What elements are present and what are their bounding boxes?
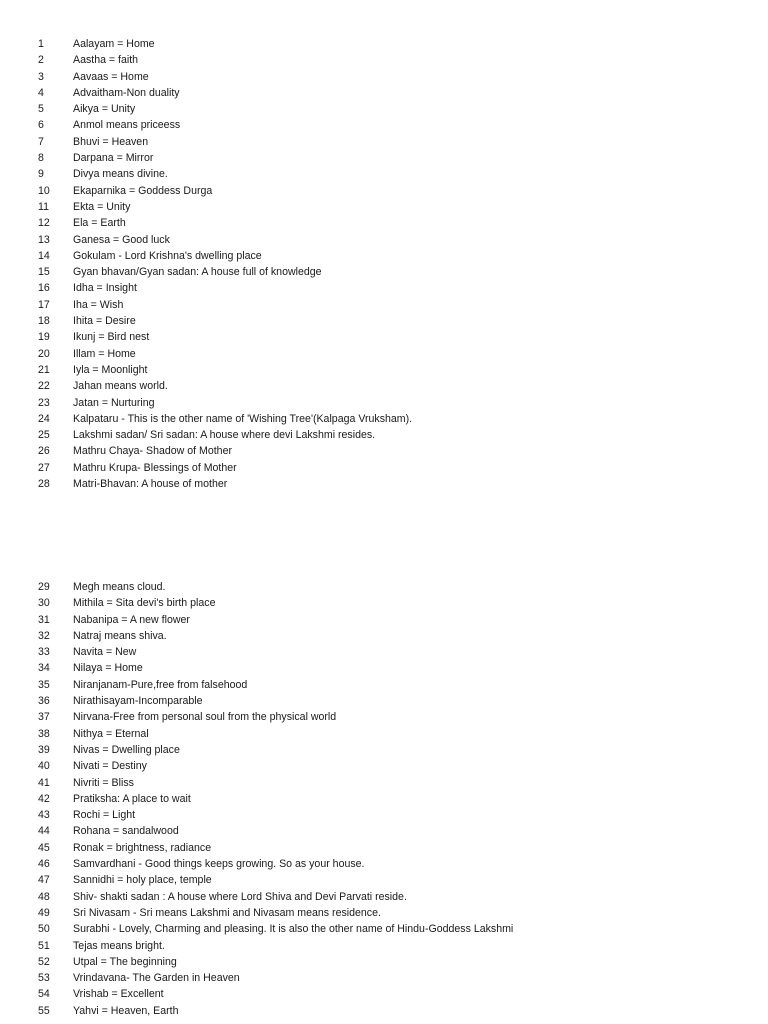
item-number: 43 [38, 809, 50, 822]
list-item [0, 264, 768, 280]
item-number: 18 [38, 315, 50, 328]
list-item [0, 362, 768, 378]
item-number: 36 [38, 695, 50, 708]
item-text: Nivati = Destiny [73, 760, 147, 773]
item-text: Aikya = Unity [73, 103, 136, 116]
list-item [0, 443, 768, 459]
item-text: Sannidhi = holy place, temple [73, 874, 212, 887]
list-item [0, 395, 768, 411]
item-text: Gyan bhavan/Gyan sadan: A house full of knowledge [73, 266, 322, 279]
list-item [0, 1003, 768, 1019]
list-item [0, 612, 768, 628]
item-number: 17 [38, 298, 50, 311]
list-item [0, 460, 768, 476]
list-item [0, 297, 768, 313]
list-item [0, 742, 768, 758]
item-number: 14 [38, 249, 50, 262]
item-number: 7 [38, 135, 44, 148]
item-number: 3 [38, 70, 44, 83]
item-number: 30 [38, 597, 50, 610]
item-text: Divya means divine. [73, 168, 168, 181]
list-item [0, 986, 768, 1002]
item-number: 50 [38, 923, 50, 936]
list-item [0, 134, 768, 150]
list-item [0, 248, 768, 264]
item-text: Jahan means world. [73, 380, 168, 393]
item-text: Ela = Earth [73, 217, 126, 230]
item-text: Nirvana-Free from personal soul from the physical world [73, 711, 337, 724]
item-number: 15 [38, 266, 50, 279]
item-text: Niranjanam-Pure,free from falsehood [73, 678, 248, 691]
item-number: 52 [38, 955, 50, 968]
names-list-part-2 [0, 579, 768, 1019]
item-number: 34 [38, 662, 50, 675]
item-text: Darpana = Mirror [73, 152, 154, 165]
list-item [0, 346, 768, 362]
list-item [0, 280, 768, 296]
item-number: 23 [38, 396, 50, 409]
item-text: Vrishab = Excellent [73, 988, 164, 1001]
item-number: 4 [38, 86, 44, 99]
item-text: Utpal = The beginning [73, 955, 177, 968]
list-item [0, 215, 768, 231]
item-number: 33 [38, 646, 50, 659]
item-number: 22 [38, 380, 50, 393]
item-text: Matri-Bhavan: A house of mother [73, 478, 228, 491]
item-text: Nivriti = Bliss [73, 776, 134, 789]
list-item [0, 693, 768, 709]
list-item [0, 183, 768, 199]
item-text: Vrindavana- The Garden in Heaven [73, 972, 240, 985]
list-item [0, 329, 768, 345]
item-number: 32 [38, 629, 50, 642]
list-item [0, 775, 768, 791]
list-item [0, 101, 768, 117]
item-text: Jatan = Nurturing [73, 396, 155, 409]
item-text: Nithya = Eternal [73, 727, 149, 740]
item-number: 47 [38, 874, 50, 887]
list-item [0, 36, 768, 52]
list-item [0, 411, 768, 427]
list-item [0, 378, 768, 394]
item-number: 49 [38, 906, 50, 919]
list-item [0, 117, 768, 133]
item-text: Yahvi = Heaven, Earth [73, 1004, 179, 1017]
item-text: Ganesa = Good luck [73, 233, 170, 246]
list-item [0, 970, 768, 986]
item-text: Ikunj = Bird nest [73, 331, 150, 344]
item-number: 45 [38, 841, 50, 854]
item-text: Rochi = Light [73, 809, 136, 822]
list-item [0, 628, 768, 644]
item-number: 28 [38, 478, 50, 491]
item-number: 11 [38, 200, 49, 213]
item-text: Ekta = Unity [73, 200, 131, 213]
item-number: 9 [38, 168, 44, 181]
item-number: 12 [38, 217, 50, 230]
list-item [0, 823, 768, 839]
item-number: 38 [38, 727, 50, 740]
list-item [0, 232, 768, 248]
item-number: 20 [38, 347, 50, 360]
list-item [0, 807, 768, 823]
item-text: Tejas means bright. [73, 939, 165, 952]
item-text: Advaitham-Non duality [73, 86, 180, 99]
list-item [0, 660, 768, 676]
item-text: Mathru Chaya- Shadow of Mother [73, 445, 232, 458]
item-text: Nirathisayam-Incomparable [73, 695, 203, 708]
list-item [0, 840, 768, 856]
item-number: 37 [38, 711, 50, 724]
item-text: Ekaparnika = Goddess Durga [73, 184, 213, 197]
item-number: 10 [38, 184, 50, 197]
item-number: 46 [38, 858, 50, 871]
item-text: Nilaya = Home [73, 662, 143, 675]
item-text: Nabanipa = A new flower [73, 613, 190, 626]
item-text: Gokulam - Lord Krishna's dwelling place [73, 249, 262, 262]
item-number: 31 [38, 613, 50, 626]
item-text: Anmol means priceess [73, 119, 181, 132]
list-item [0, 166, 768, 182]
list-item [0, 579, 768, 595]
item-number: 42 [38, 792, 50, 805]
item-text: Aastha = faith [73, 54, 139, 67]
item-text: Nivas = Dwelling place [73, 743, 180, 756]
item-number: 41 [38, 776, 50, 789]
item-text: Rohana = sandalwood [73, 825, 179, 838]
list-item [0, 872, 768, 888]
item-number: 21 [38, 363, 50, 376]
item-text: Mithila = Sita devi's birth place [73, 597, 216, 610]
item-number: 29 [38, 581, 50, 593]
list-item [0, 791, 768, 807]
item-text: Shiv- shakti sadan : A house where Lord Shiva and Devi Parvati reside. [73, 890, 407, 903]
list-item [0, 709, 768, 725]
list-item [0, 69, 768, 85]
item-number: 53 [38, 972, 50, 985]
item-text: Mathru Krupa- Blessings of Mother [73, 461, 237, 474]
names-list-part-1 [0, 36, 768, 492]
item-number: 48 [38, 890, 50, 903]
item-text: Navita = New [73, 646, 137, 659]
list-item [0, 595, 768, 611]
list-item [0, 644, 768, 660]
list-item [0, 150, 768, 166]
list-item [0, 427, 768, 443]
item-text: Ihita = Desire [73, 315, 136, 328]
item-text: Aalayam = Home [73, 38, 155, 50]
item-number: 51 [38, 939, 50, 952]
item-number: 8 [38, 152, 44, 165]
item-number: 16 [38, 282, 50, 295]
list-item [0, 905, 768, 921]
item-text: Lakshmi sadan/ Sri sadan: A house where devi Lakshmi resides. [73, 429, 376, 442]
list-item [0, 199, 768, 215]
item-number: 2 [38, 54, 44, 67]
item-text: Illam = Home [73, 347, 136, 360]
item-number: 6 [38, 119, 44, 132]
item-number: 25 [38, 429, 50, 442]
list-item [0, 313, 768, 329]
list-item [0, 954, 768, 970]
item-number: 40 [38, 760, 50, 773]
item-text: Natraj means shiva. [73, 629, 167, 642]
item-number: 19 [38, 331, 50, 344]
item-number: 13 [38, 233, 50, 246]
list-item [0, 726, 768, 742]
item-text: Sri Nivasam - Sri means Lakshmi and Nivasam means residence. [73, 906, 381, 919]
list-item [0, 677, 768, 693]
item-number: 5 [38, 103, 44, 116]
item-number: 26 [38, 445, 50, 458]
item-text: Bhuvi = Heaven [73, 135, 149, 148]
item-number: 39 [38, 743, 50, 756]
item-number: 54 [38, 988, 50, 1001]
item-number: 35 [38, 678, 50, 691]
item-number: 1 [38, 38, 44, 50]
item-number: 27 [38, 461, 50, 474]
list-item [0, 85, 768, 101]
item-number: 44 [38, 825, 50, 838]
list-item [0, 856, 768, 872]
list-item [0, 938, 768, 954]
item-text: Idha = Insight [73, 282, 137, 295]
item-text: Pratiksha: A place to wait [73, 792, 191, 805]
list-item [0, 52, 768, 68]
list-item [0, 889, 768, 905]
item-text: Samvardhani - Good things keeps growing. So as your house. [73, 858, 365, 871]
list-item [0, 921, 768, 937]
item-number: 55 [38, 1004, 50, 1017]
item-text: Iyla = Moonlight [73, 363, 148, 376]
item-text: Surabhi - Lovely, Charming and pleasing. It is also the other name of Hindu-Goddess Lakshmi [73, 923, 514, 936]
item-text: Aavaas = Home [73, 70, 149, 83]
item-text: Iha = Wish [73, 298, 124, 311]
item-number: 24 [38, 412, 50, 425]
list-item [0, 758, 768, 774]
item-text: Megh means cloud. [73, 581, 166, 593]
item-text: Kalpataru - This is the other name of 'Wishing Tree'(Kalpaga Vruksham). [73, 412, 413, 425]
list-item [0, 476, 768, 492]
item-text: Ronak = brightness, radiance [73, 841, 212, 854]
